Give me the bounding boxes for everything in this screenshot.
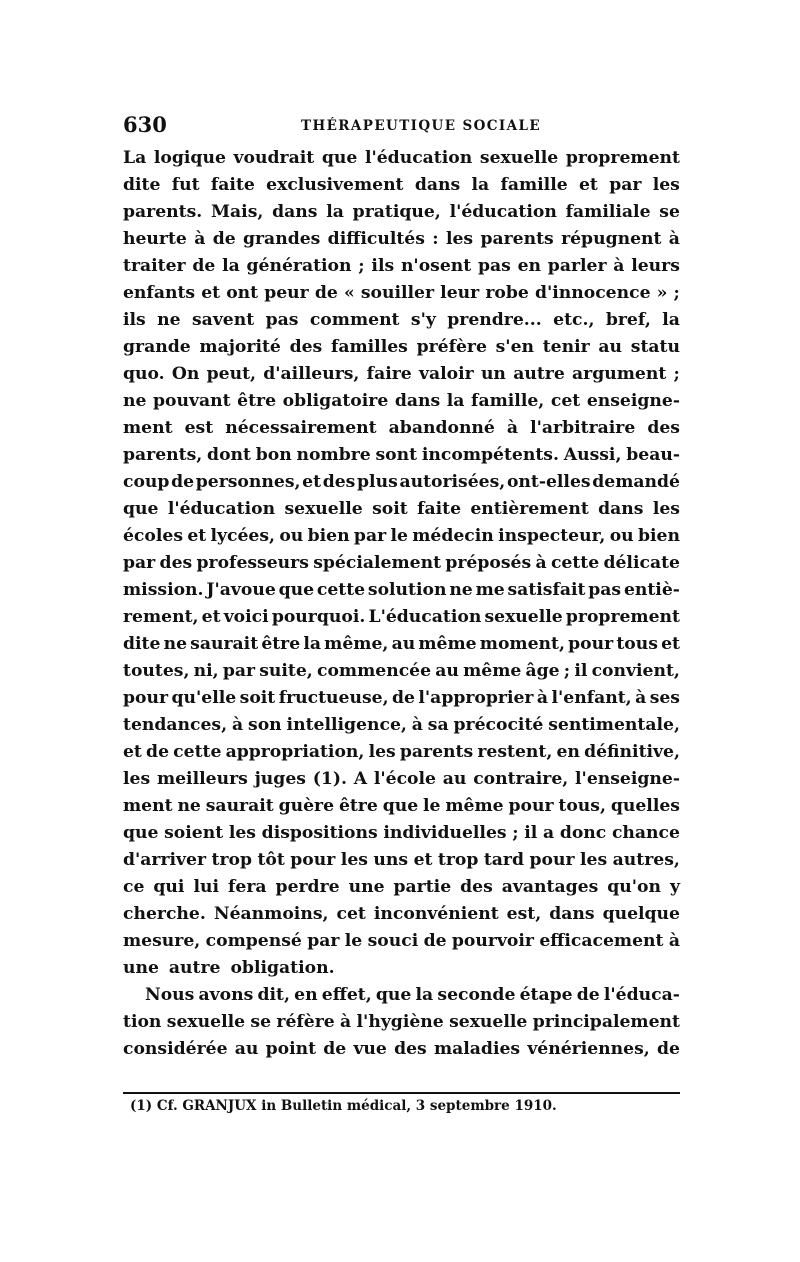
text-line: parents, dont bon nombre sont incompétents. Aussi, beau- <box>123 445 680 465</box>
text-line: parents. Mais, dans la pratique, l'éducation familiale se <box>123 202 680 222</box>
text-line: cherche. Néanmoins, cet inconvénient est, dans quelque <box>123 904 680 924</box>
text-line: par des professeurs spécialement préposés à cette délicate <box>123 553 680 573</box>
text-line: tendances, à son intelligence, à sa précocité sentimentale, <box>123 715 680 735</box>
text-line: toutes, ni, par suite, commencée au même âge ; il convient, <box>123 661 680 681</box>
page-number: 630 <box>123 112 167 137</box>
text-line: une autre obligation. <box>123 958 335 978</box>
text-line: coup de personnes, et des plus autorisées, ont-elles demandé <box>123 472 680 492</box>
footnote: (1) Cf. GRANJUX in Bulletin médical, 3 septembre 1910. <box>130 1098 557 1114</box>
text-line: d'arriver trop tôt pour les uns et trop tard pour les autres, <box>123 850 680 870</box>
text-line: écoles et lycées, ou bien par le médecin inspecteur, ou bien <box>123 526 680 546</box>
body-text <box>123 145 680 1063</box>
running-title: THÉRAPEUTIQUE SOCIALE <box>301 118 542 134</box>
text-line: ils ne savent pas comment s'y prendre... etc., bref, la <box>123 310 680 330</box>
text-line: traiter de la génération ; ils n'osent pas en parler à leurs <box>123 256 680 276</box>
text-line: pour qu'elle soit fructueuse, de l'approprier à l'enfant, à ses <box>123 688 680 708</box>
footnote-rule <box>123 1092 680 1094</box>
text-line: que soient les dispositions individuelles ; il a donc chance <box>123 823 680 843</box>
text-line: et de cette appropriation, les parents restent, en définitive, <box>123 742 680 762</box>
text-line: dite fut faite exclusivement dans la famille et par les <box>123 175 680 195</box>
text-line: les meilleurs juges (1). A l'école au contraire, l'enseigne- <box>123 769 680 789</box>
text-line: tion sexuelle se réfère à l'hygiène sexuelle principalement <box>123 1012 680 1032</box>
text-line: ce qui lui fera perdre une partie des avantages qu'on y <box>123 877 680 897</box>
text-line: grande majorité des familles préfère s'en tenir au statu <box>123 337 680 357</box>
text-line: La logique voudrait que l'éducation sexuelle proprement <box>123 148 680 168</box>
text-line: enfants et ont peur de « souiller leur robe d'innocence » ; <box>123 283 680 303</box>
text-line: Nous avons dit, en effet, que la seconde étape de l'éduca- <box>145 985 680 1005</box>
text-line: quo. On peut, d'ailleurs, faire valoir un autre argument ; <box>123 364 680 384</box>
text-line: rement, et voici pourquoi. L'éducation sexuelle proprement <box>123 607 680 627</box>
text-line: dite ne saurait être la même, au même moment, pour tous et <box>123 634 680 654</box>
text-line: ment est nécessairement abandonné à l'arbitraire des <box>123 418 680 438</box>
text-line: ment ne saurait guère être que le même pour tous, quelles <box>123 796 680 816</box>
text-line: mission. J'avoue que cette solution ne me satisfait pas entiè- <box>123 580 680 600</box>
text-line: mesure, compensé par le souci de pourvoir efficacement à <box>123 931 680 951</box>
text-line: heurte à de grandes difficultés : les parents répugnent à <box>123 229 680 249</box>
text-line: que l'éducation sexuelle soit faite entièrement dans les <box>123 499 680 519</box>
text-line: ne pouvant être obligatoire dans la famille, cet enseigne- <box>123 391 680 411</box>
text-line: considérée au point de vue des maladies vénériennes, de <box>123 1039 680 1059</box>
page-header <box>123 112 680 142</box>
